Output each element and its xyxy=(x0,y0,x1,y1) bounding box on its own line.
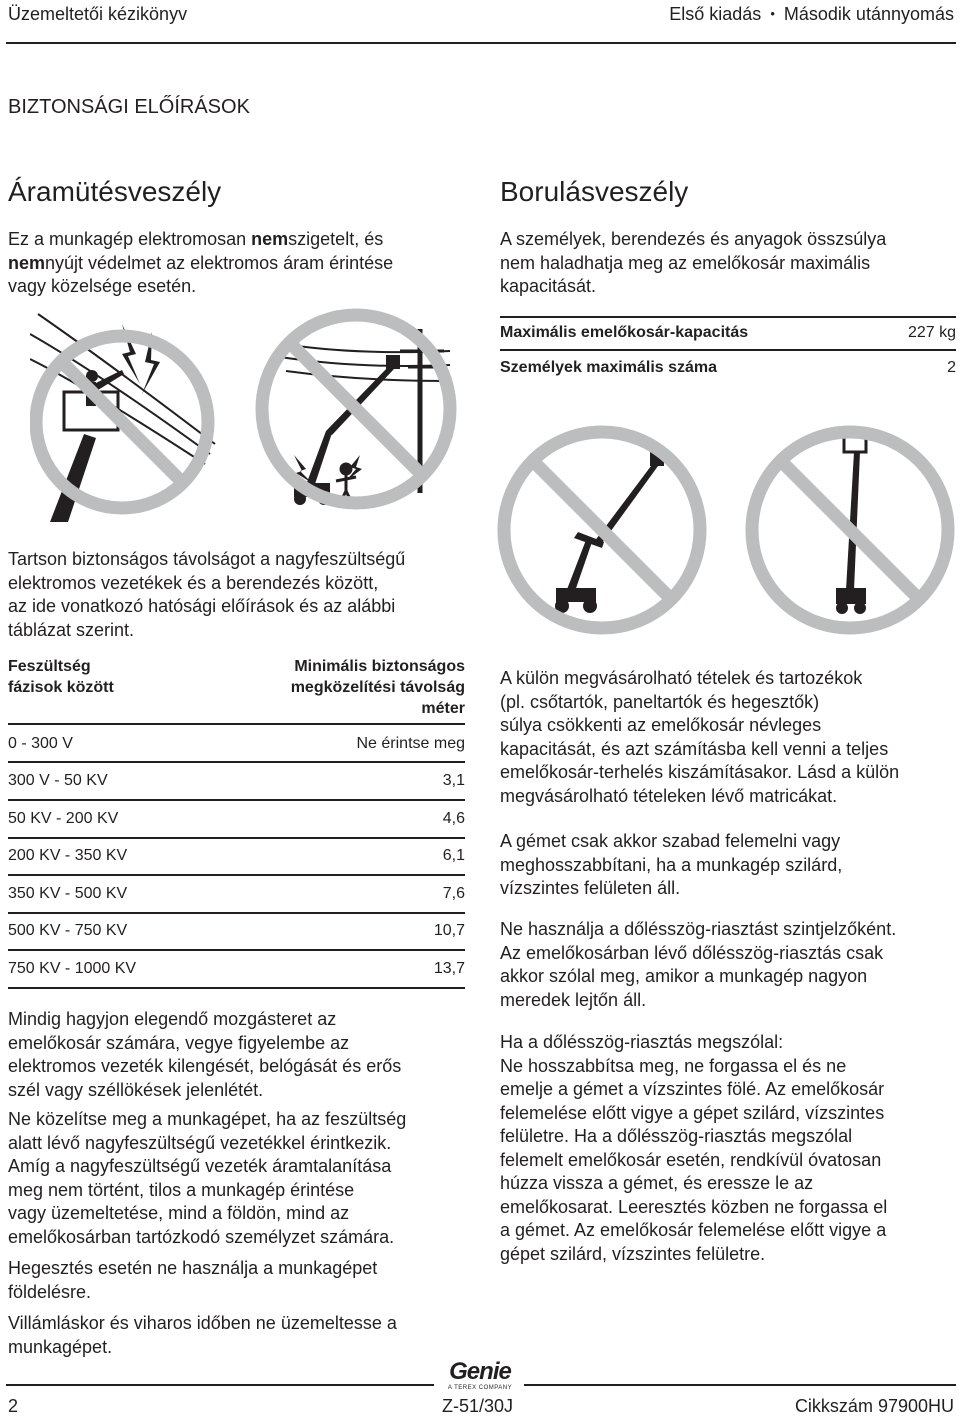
energized-contact-paragraph: Ne közelítse meg a munkagépet, ha az feszültség alatt lévő nagyfeszültségű vezetékkel érintkezik. Amíg a nagyfeszültségű vezeték áramtalanítása meg nem történt, tilos a munkagép érintése vagy üzemeltetése, mind a földön, mind az emelőkosárban tartózkodó személyzet számára. xyxy=(8,1109,407,1247)
no-approach-powerline-illustration xyxy=(250,305,462,511)
table-row: 350 KV - 500 KV 7,6 xyxy=(8,885,465,902)
manual-title: Üzemeltetői kézikönyv xyxy=(8,4,188,24)
table-row: 500 KV - 750 KV 10,7 xyxy=(8,922,465,939)
header-rule xyxy=(6,42,956,44)
lightning-storm-paragraph: Villámláskor és viharos időben ne üzemeltesse a munkagépet. xyxy=(8,1313,397,1357)
tip-over-intro: A személyek, berendezés és anyagok összsúlya nem haladhatja meg az emelőkosár maximális kapacitását. xyxy=(500,229,887,296)
table-row: 200 KV - 350 KV 6,1 xyxy=(8,847,465,864)
footer-rule-right xyxy=(524,1384,956,1386)
reprint-label: Második utánnyomás xyxy=(783,4,954,24)
clearance-paragraph: Mindig hagyjon elegendő mozgásteret az emelőkosár számára, vegye figyelembe az elektromos vezeték kilengését, belógását és erős szél vagy széllökések jelenlétét. xyxy=(8,1009,402,1100)
footer-rule-left xyxy=(6,1384,434,1386)
tip-over-heading: Borulásveszély xyxy=(500,176,689,207)
welding-ground-paragraph: Hegesztés esetén ne használja a munkagépet földelésre. xyxy=(8,1258,378,1302)
table-row: 50 KV - 200 KV 4,6 xyxy=(8,810,465,827)
genie-logo: Genie A TEREX COMPANY xyxy=(447,1358,513,1391)
page-number: 2 xyxy=(8,1396,19,1416)
prohibition-sign-icon xyxy=(36,336,208,508)
electrocution-intro: Ez a munkagép elektromosan nemszigetelt, és nemnyújt védelmet az elektromos áram érintése vagy közelsége esetén. xyxy=(8,229,394,296)
edition-label: Első kiadás xyxy=(669,4,762,24)
tilt-alarm-sounds-paragraph: Ha a dőlésszög-riasztás megszólal: Ne hosszabbítsa meg, ne forgassa el és ne emelje a gémet a vízszintes fölé. Az emelőkosár felemelése előtt vigye a gépet szilárd, vízszintes felületre. Ha a dőlésszög-riasztás megszólal felemelt emelőkosár esetén, rendkívül óvatosan húzza vissza a gémet, és eressze le az emelőkosarat. Leeresztés közben ne forgassa el a gémet. Az emelőkosár felemelése előtt vigye a gépet szilárd, vízszintes felületre. xyxy=(500,1032,888,1264)
no-extend-on-slope-illustration xyxy=(494,420,710,640)
model-number: Z-51/30J xyxy=(442,1396,514,1416)
edition-bullet: • xyxy=(770,6,775,21)
voltage-column-header: Feszültség fázisok között xyxy=(8,658,114,696)
capacity-table xyxy=(500,316,956,386)
voltage-distance-table xyxy=(8,656,465,991)
distance-column-header: Minimális biztonságos megközelítési távolság méter xyxy=(290,658,465,717)
accessories-weight-paragraph: A külön megvásárolható tételek és tartozékok (pl. csőtartók, paneltartók és hegesztők) súlya csökkenti az emelőkosár névleges kapacitását, és azt számításba kell venni a teljes emelőkosár-terhelés kiszámításakor. Lásd a külön megvásárolható tételeken lévő matricákat. xyxy=(500,668,900,806)
tilt-alarm-paragraph: Ne használja a dőlésszög-riasztást szintjelzőként. Az emelőkosárban lévő dőlésszög-riasztás csak akkor szólal meg, amikor a munkagép nagyon meredek lejtőn áll. xyxy=(500,919,897,1010)
part-number: Cikkszám 97900HU xyxy=(794,1396,954,1416)
edition-info xyxy=(669,4,954,25)
table-row: 300 V - 50 KV 3,1 xyxy=(8,772,465,789)
section-title: BIZTONSÁGI ELŐÍRÁSOK xyxy=(8,96,250,118)
safe-distance-text: Tartson biztonságos távolságot a nagyfeszültségű elektromos vezetékek és a berendezés között, az ide vonatkozó hatósági előírások és az alábbi táblázat szerint. xyxy=(8,549,406,640)
no-touch-powerline-illustration xyxy=(30,304,220,526)
prohibition-sign-icon xyxy=(504,432,700,628)
boom-level-surface-paragraph: A gémet csak akkor szabad felemelni vagy meghosszabbítani, ha a munkagép szilárd, vízszintes felületen áll. xyxy=(500,831,843,898)
electrocution-heading: Áramütésveszély xyxy=(8,176,222,207)
capacity-row: Személyek maximális száma 2 xyxy=(500,359,956,376)
table-row: 0 - 300 V Ne érintse meg xyxy=(8,735,465,752)
table-row: 750 KV - 1000 KV 13,7 xyxy=(8,960,465,977)
no-raise-boom-vertical-illustration xyxy=(742,420,958,640)
capacity-row: Maximális emelőkosár-kapacitás 227 kg xyxy=(500,324,956,341)
